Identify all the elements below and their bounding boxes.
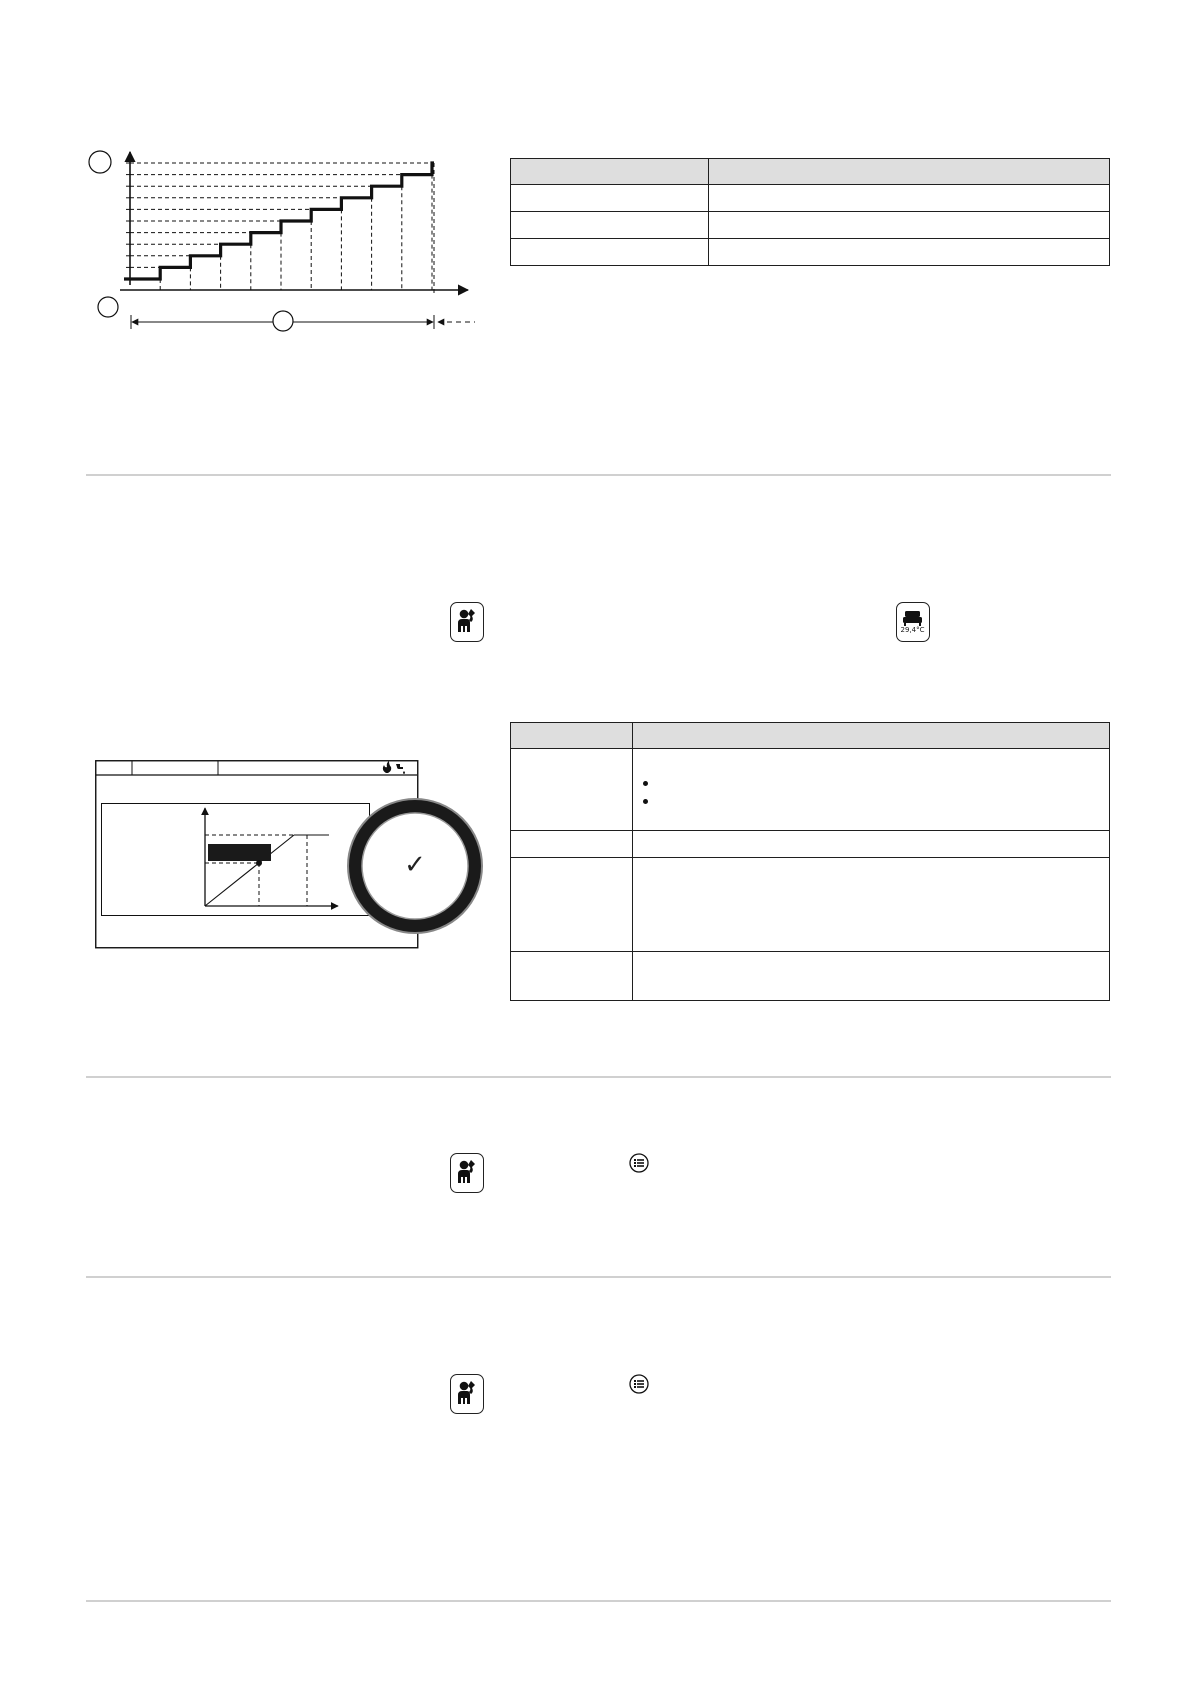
table2-value [633,831,1110,858]
footer-divider [86,1600,1111,1602]
table1-header-2 [709,159,1110,185]
sofa-home-icon [896,602,930,642]
callout-circle-top [89,151,111,173]
menu-list-icon [629,1153,649,1173]
installer-tool-icon [450,1153,484,1193]
callout-circle-bottom [98,297,118,317]
curve-operating-point [256,860,262,866]
table2-line [633,884,1109,902]
table1-cell [511,185,709,212]
table2-value [633,749,1110,831]
table2-line [633,902,1109,920]
callout-circle-span [273,311,293,331]
step-chart-svg [80,140,480,340]
installer-tool-icon [450,1374,484,1414]
table2-line [633,866,1109,884]
table2-key [511,952,633,1001]
table1-cell [511,212,709,239]
parameter-table-1 [510,158,1110,266]
device-display-mockup [95,758,485,958]
sofa-temperature-label: 29,4°C [900,626,925,634]
checkmark-icon[interactable]: ✓ [404,850,426,880]
table2-key [511,749,633,831]
table2-key [511,831,633,858]
section-divider [86,1076,1111,1078]
table2-key [511,858,633,952]
table2-header-1 [511,723,633,749]
table1-cell [709,212,1110,239]
value-highlight-bar [208,844,271,861]
table2-value [633,858,1110,952]
table2-bullet-list [633,775,1109,811]
table1-header-1 [511,159,709,185]
table2-value [633,952,1110,1001]
figure-step-chart [80,140,480,340]
table1-cell [511,239,709,266]
section-divider [86,1276,1111,1278]
table2-header-2 [633,723,1110,749]
menu-list-icon [629,1374,649,1394]
parameter-table-2 [510,722,1110,1001]
table2-line [633,757,1109,775]
installer-tool-icon [450,602,484,642]
table1-cell [709,239,1110,266]
table1-cell [709,185,1110,212]
bullet-item [633,793,1109,811]
bullet-item [633,775,1109,793]
section-divider [86,474,1111,476]
